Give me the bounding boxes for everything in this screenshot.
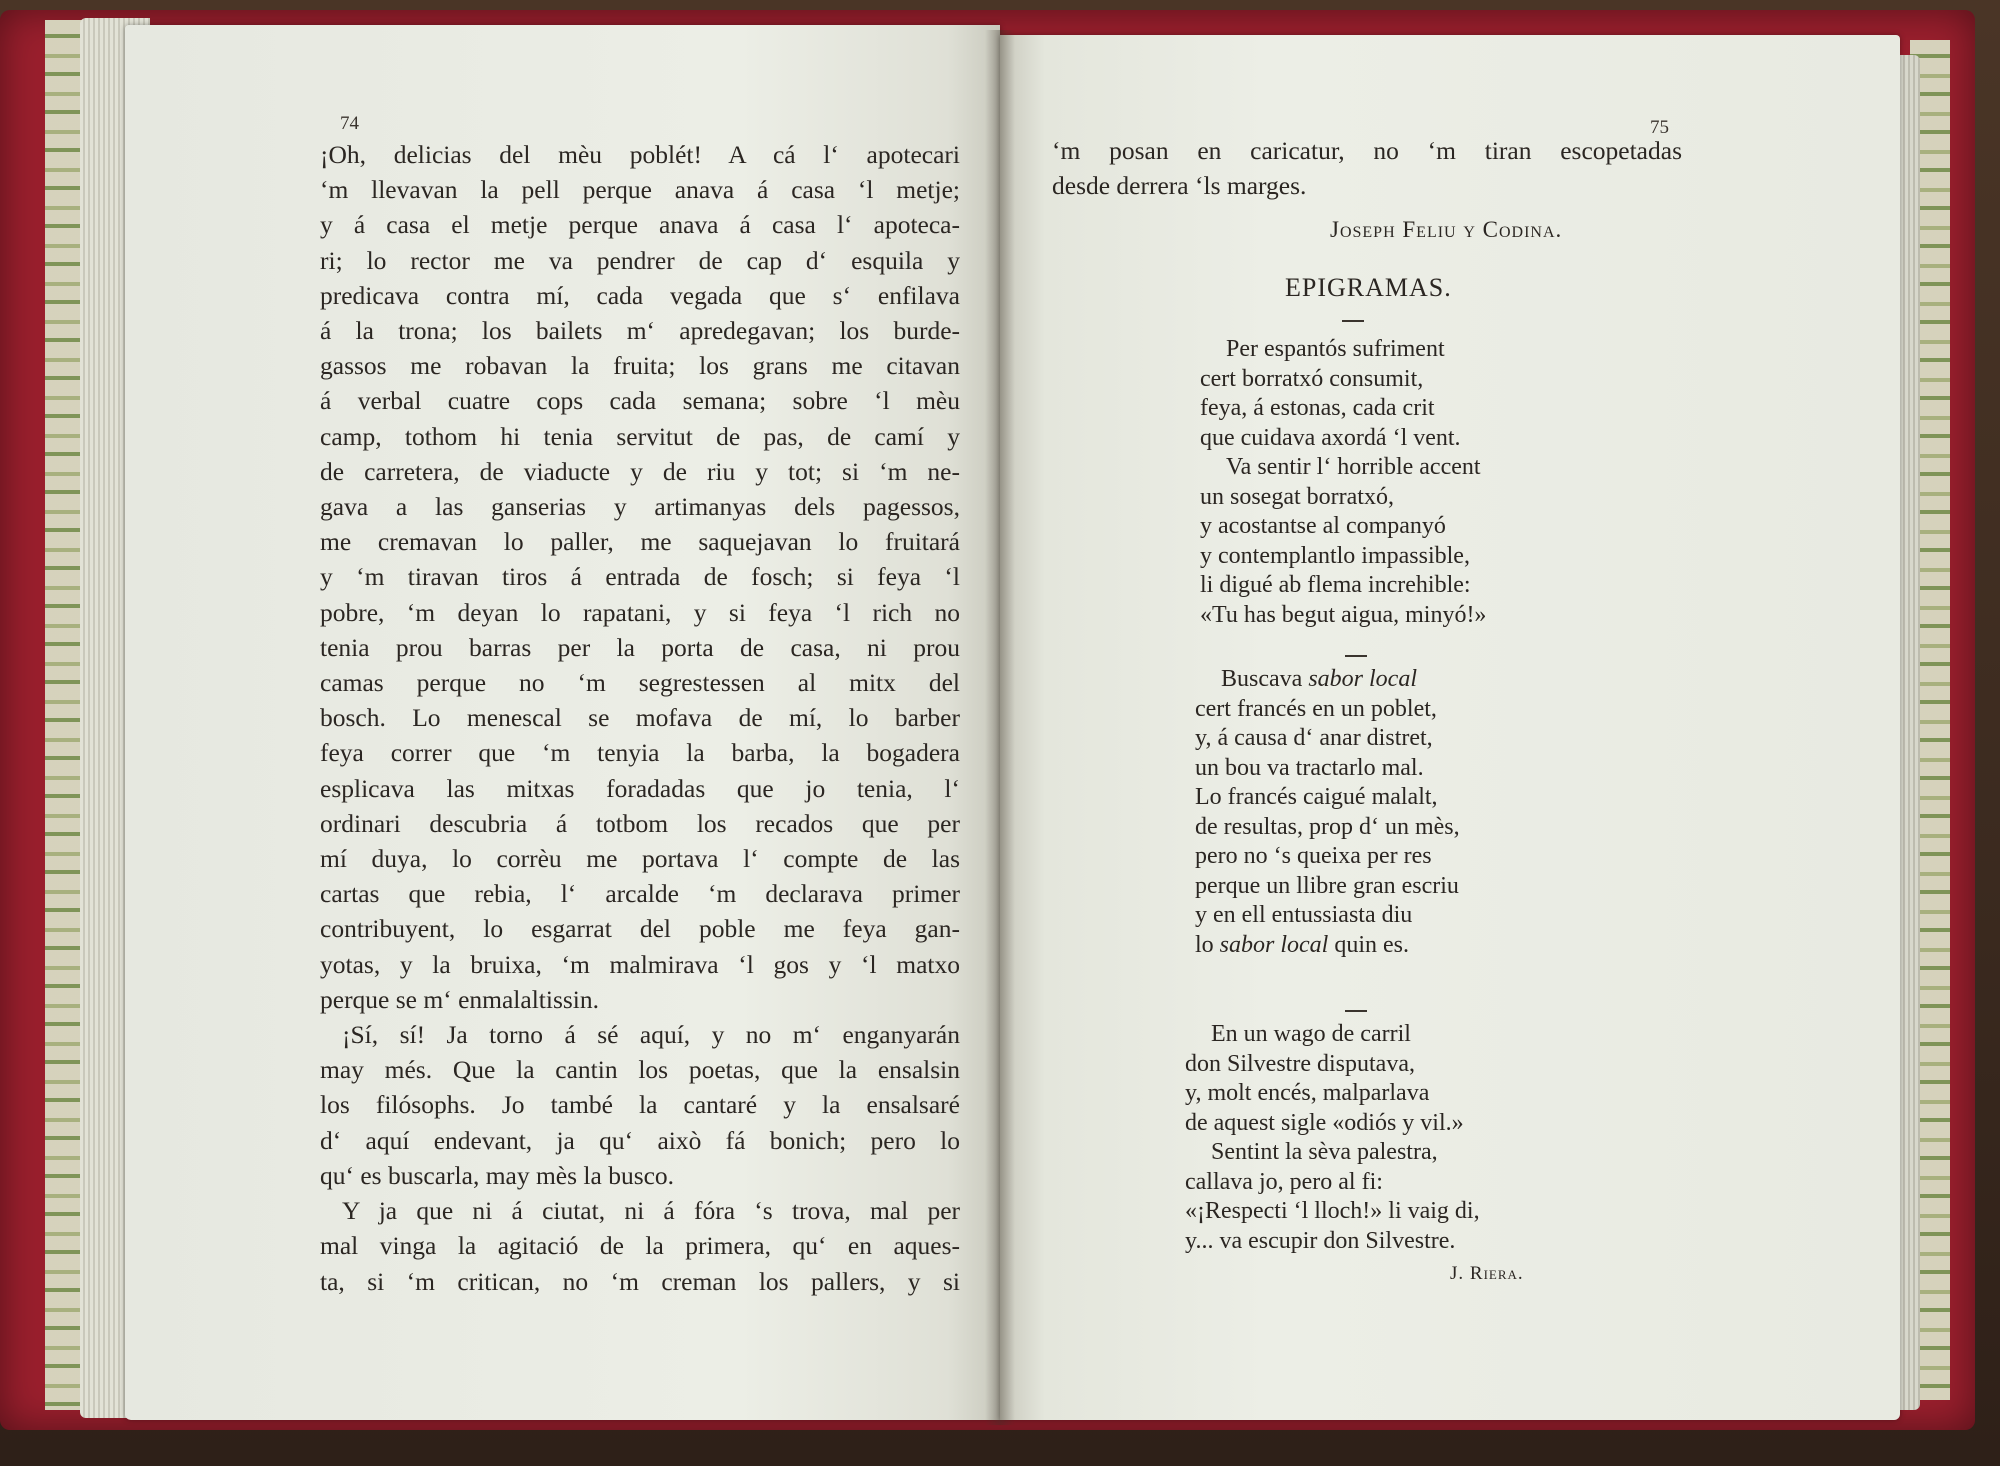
text-line: Y ja que ni á ciutat, ni á fóra ‘s trova, mal per — [342, 1196, 960, 1226]
text-line: pobre, ‘m deyan lo rapatani, y si feya ‘l rich no — [320, 597, 960, 627]
text-line: feya correr que ‘m tenyia la barba, la bogadera — [320, 738, 960, 768]
verse-line: don Silvestre disputava, — [1185, 1050, 1415, 1077]
right-page-continuation — [1052, 133, 1682, 203]
verse-line: cert francés en un poblet, — [1195, 695, 1437, 722]
text-line: gava a las ganserias y artimanyas dels pagessos, — [320, 492, 960, 522]
title-rule — [1342, 320, 1364, 322]
verse-line: un sosegat borratxó, — [1200, 483, 1394, 510]
epigram-2-line: Buscava sabor local — [1221, 666, 1417, 692]
verse-line: Va sentir l‘ horrible accent — [1226, 454, 1481, 480]
left-page — [125, 25, 1000, 1420]
text-line: cartas que rebia, l‘ arcalde ‘m declarava primer — [320, 879, 960, 909]
text-line: tenia prou barras per la porta de casa, ni prou — [320, 632, 960, 662]
text-line: qu‘ es buscarla, may mès la busco. — [320, 1160, 675, 1190]
verse-line: de resultas, prop d‘ un mès, — [1195, 813, 1460, 840]
verse-line: y, á causa d‘ anar distret, — [1195, 725, 1433, 751]
verse-line: «¡Respecti ‘l lloch!» li vaig di, — [1185, 1198, 1480, 1224]
verse-line: Sentint la sèva palestra, — [1211, 1139, 1438, 1165]
verse-line: y... va escupir don Silvestre. — [1185, 1227, 1456, 1254]
verse-line: feya, á estonas, cada crit — [1200, 395, 1435, 421]
text-line: ordinari descubria á totbom los recados que per — [320, 808, 960, 838]
section-title: EPIGRAMAS. — [1285, 273, 1452, 302]
paragraph — [320, 1017, 960, 1193]
verse-line: Per espantós sufriment — [1226, 336, 1445, 362]
epigram-3 — [1185, 1020, 1480, 1256]
text-line: desde derrera ‘ls marges. — [1052, 171, 1307, 201]
signature-feliu: Joseph Feliu y Codina. — [1330, 217, 1563, 242]
left-page-body — [320, 137, 960, 1299]
text-line: esplicava las mitxas foradadas que jo tenia, l‘ — [320, 773, 960, 803]
verse-line: de aquest sigle «odiós y vil.» — [1185, 1109, 1464, 1136]
verse-line: En un wago de carril — [1211, 1021, 1411, 1047]
signature-riera: J. Riera. — [1450, 1263, 1524, 1284]
text-line: ri; lo rector me va pendrer de cap d‘ esquila y — [320, 245, 960, 275]
text-line: contribuyent, lo esgarrat del poble me feya gan- — [320, 914, 960, 944]
text-line: ‘m posan en caricatur, no ‘m tiran escopetadas — [1052, 136, 1682, 165]
left-page-number: 74 — [340, 113, 359, 134]
text-line: me cremavan lo paller, me saquejavan lo fruitará — [320, 527, 960, 557]
text-line: mal vinga la agitació de la primera, qu‘ en aques- — [320, 1231, 960, 1261]
text-line: de carretera, de viaducte y de riu y tot; si ‘m ne- — [320, 456, 960, 486]
epigram-divider-2 — [1345, 1010, 1367, 1012]
book-gutter — [985, 30, 1015, 1425]
epigram-2-line: lo sabor local quin es. — [1195, 931, 1410, 958]
right-page-number: 75 — [1650, 117, 1669, 138]
left-endpaper — [45, 20, 85, 1410]
text-line: y ‘m tiravan tiros á entrada de fosch; si feya ‘l — [320, 562, 960, 592]
text-line: perque se m‘ enmalaltissin. — [320, 984, 600, 1014]
text-line: los filósophs. Jo també la cantaré y la ensalsaré — [320, 1090, 960, 1120]
text-line: yotas, y la bruixa, ‘m malmirava ‘l gos y ‘l matxo — [320, 949, 960, 979]
verse-line: un bou va tractarlo mal. — [1195, 754, 1424, 781]
text-line: y á casa el metje perque anava á casa l‘ apoteca- — [320, 210, 960, 240]
verse-line: cert borratxó consumit, — [1200, 365, 1424, 392]
verse-line: callava jo, pero al fi: — [1185, 1168, 1383, 1195]
paragraph — [320, 1193, 960, 1299]
verse-line: Lo francés caigué malalt, — [1195, 784, 1438, 810]
verse-line: «Tu has begut aigua, minyó!» — [1200, 601, 1487, 628]
text-line: predicava contra mí, cada vegada que s‘ enfilava — [320, 280, 960, 310]
text-line: bosch. Lo menescal se mofava de mí, lo barber — [320, 703, 960, 733]
epigram-1 — [1200, 335, 1486, 630]
verse-line: y acostantse al companyó — [1200, 513, 1446, 539]
text-line: gassos me robavan la fruita; los grans me citavan — [320, 351, 960, 381]
verse-line: y en ell entussiasta diu — [1195, 902, 1413, 928]
text-line: camp, tothom hi tenia servitut de pas, de camí y — [320, 421, 960, 451]
text-line: ¡Sí, sí! Ja torno á sé aquí, y no m‘ enganyarán — [342, 1020, 960, 1050]
text-line: á verbal cuatre cops cada semana; sobre ‘l mèu — [320, 386, 960, 416]
text-line: ‘m llevavan la pell perque anava á casa ‘l metje; — [320, 175, 960, 205]
text-line: ¡Oh, delicias del mèu poblét! A cá l‘ apotecari — [320, 140, 960, 169]
verse-line: y contemplantlo impassible, — [1200, 542, 1470, 569]
text-line: mí duya, lo corrèu me portava l‘ compte de las — [320, 844, 960, 874]
verse-line: pero no ‘s queixa per res — [1195, 843, 1432, 869]
epigram-divider-1 — [1345, 655, 1367, 657]
verse-line: y, molt encés, malparlava — [1185, 1080, 1430, 1106]
right-page — [1000, 35, 1900, 1420]
text-line: may més. Que la cantin los poetas, que la ensalsin — [320, 1055, 960, 1085]
text-line: á la trona; los bailets m‘ apredegavan; los burde- — [320, 316, 960, 346]
paragraph — [320, 137, 960, 1017]
verse-line: que cuidava axordá ‘l vent. — [1200, 424, 1461, 451]
text-line: d‘ aquí endevant, ja qu‘ això fá bonich; pero lo — [320, 1125, 960, 1155]
verse-line: perque un llibre gran escriu — [1195, 872, 1459, 899]
verse-line: li digué ab flema increhible: — [1200, 572, 1471, 598]
epigram-2 — [1195, 665, 1460, 960]
text-line: ta, si ‘m critican, no ‘m creman los pallers, y si — [320, 1266, 960, 1296]
text-line: camas perque no ‘m segrestessen al mitx del — [320, 668, 960, 698]
